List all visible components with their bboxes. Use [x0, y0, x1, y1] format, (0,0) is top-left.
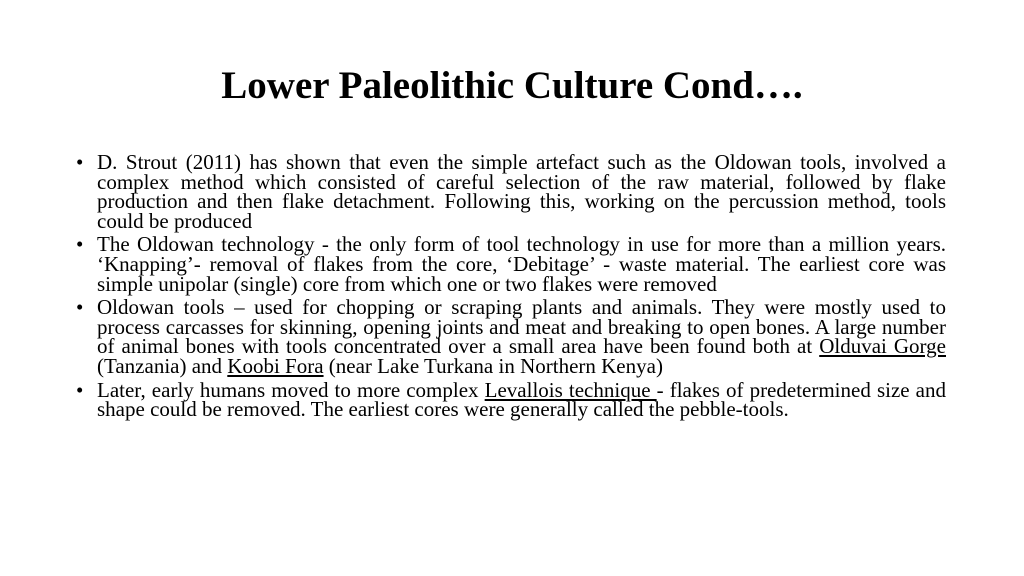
bullet-text-part: Later, early humans moved to more complex — [97, 377, 485, 402]
bullet-text: The Oldowan technology - the only form of tool technology in use for more than a million years. ‘Knapping’- removal of flakes from the core, ‘Debitage’ - waste material. The earliest core was simple unipolar (single) core from which one or two flakes were removed — [97, 232, 946, 296]
levallois-technique-link[interactable]: Levallois technique — [484, 377, 657, 402]
bullet-item-4 — [76, 377, 947, 422]
olduvai-gorge-link[interactable]: Olduvai Gorge — [819, 334, 946, 359]
bullet-text-part: - flakes of predetermined size and shape could be removed. The earliest cores were generally called the pebble-tools. — [97, 377, 947, 422]
bullet-text-part: (Tanzania) and — [97, 353, 228, 378]
bullet-item-1 — [76, 150, 946, 233]
bullet-marker: • — [76, 377, 84, 402]
bullet-text-part: (near Lake Turkana in Northern Kenya) — [323, 353, 663, 378]
bullet-marker: • — [76, 232, 84, 257]
bullet-item-2 — [76, 232, 946, 296]
bullet-marker: • — [76, 295, 84, 320]
koobi-fora-link[interactable]: Koobi Fora — [227, 353, 324, 378]
bullet-item-3 — [76, 295, 946, 378]
bullet-list — [76, 150, 947, 424]
bullet-text-part: Oldowan tools – used for chopping or scraping plants and animals. They were mostly used to process carcasses for skinning, opening joints and meat and breaking to open bones. A large number of animal bones with tools concentrated over a small area have been found both at — [97, 295, 946, 359]
slide-title: Lower Paleolithic Culture Cond…. — [221, 64, 803, 107]
bullet-text: D. Strout (2011) has shown that even the simple artefact such as the Oldowan tools, involved a complex method which consisted of careful selection of the raw material, followed by flake production and then flake detachment. Following this, working on the percussion method, tools could be produced — [97, 150, 946, 233]
bullet-marker: • — [76, 150, 84, 174]
